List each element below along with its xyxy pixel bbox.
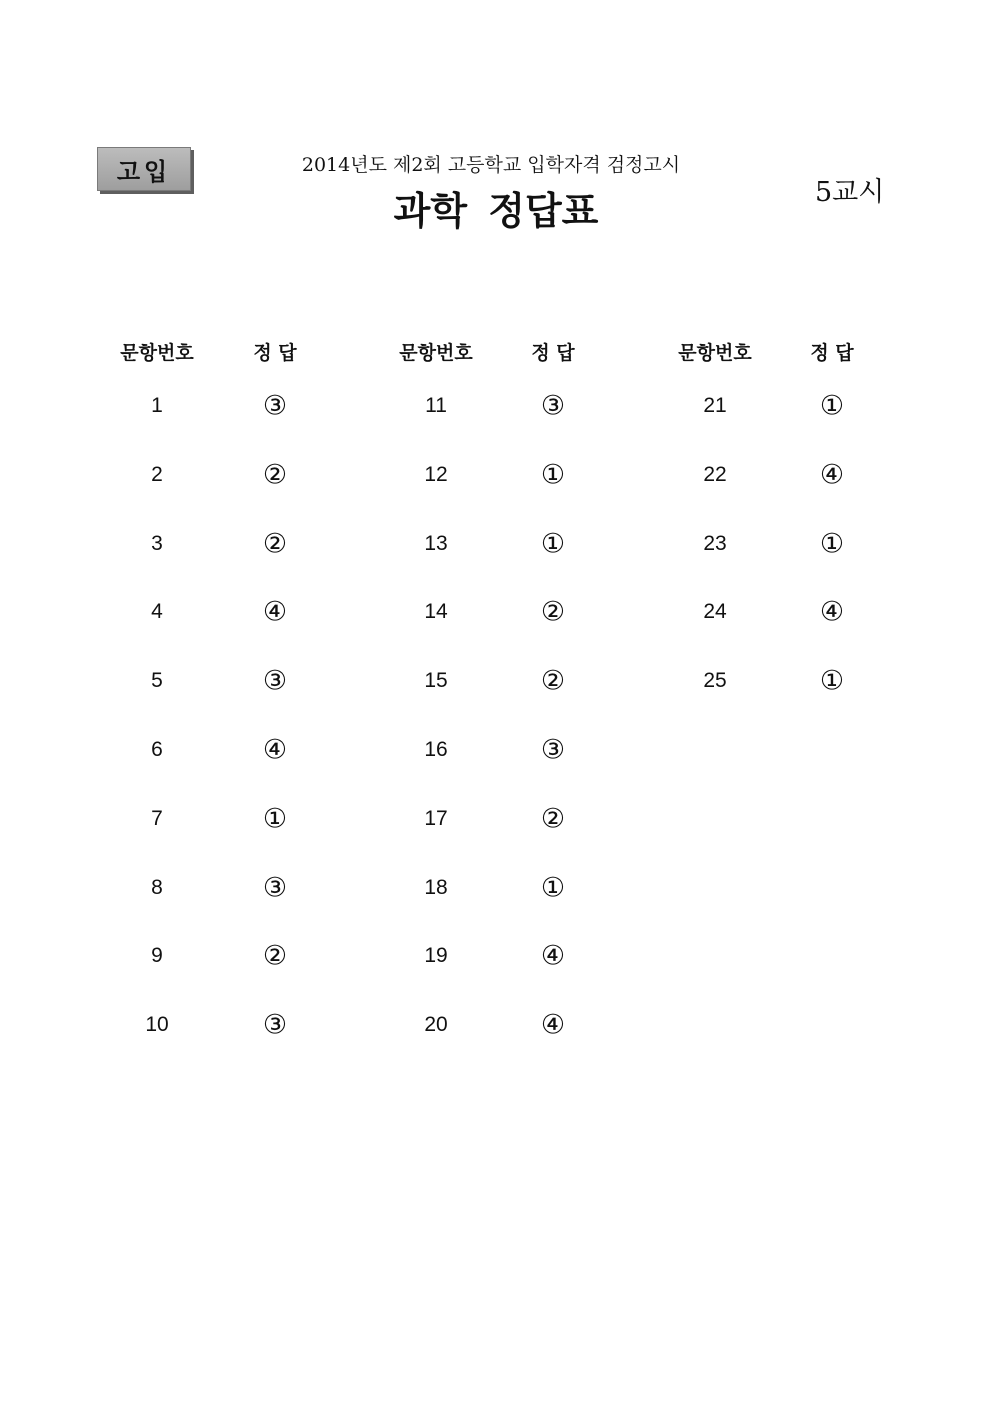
header-answer: 정 답	[253, 342, 297, 364]
answer-mark: ①	[819, 528, 845, 560]
question-number: 20	[424, 1013, 448, 1037]
answer-mark: ④	[262, 734, 288, 766]
answer-mark: ④	[540, 1009, 566, 1041]
answer-mark: ①	[540, 872, 566, 904]
answer-mark: ①	[262, 803, 288, 835]
answer-mark: ③	[262, 1009, 288, 1041]
question-number: 15	[424, 669, 448, 693]
question-number: 24	[703, 600, 727, 624]
header-answer: 정 답	[531, 342, 575, 364]
exam-period: 5교시	[815, 177, 885, 208]
answer-mark: ③	[262, 390, 288, 422]
header-question-number: 문항번호	[399, 342, 473, 364]
question-number: 4	[151, 600, 163, 624]
answer-mark: ②	[540, 665, 566, 697]
answer-mark: ②	[262, 459, 288, 491]
question-number: 1	[151, 394, 163, 417]
answer-mark: ④	[819, 596, 845, 628]
question-number: 23	[703, 531, 727, 555]
question-number: 16	[424, 738, 448, 761]
answer-mark: ②	[262, 940, 288, 972]
exam-subtitle: 2014년도 제2회 고등학교 입학자격 검정고시	[301, 154, 681, 176]
question-number: 19	[424, 944, 448, 968]
answer-mark: ④	[262, 596, 288, 628]
question-number: 12	[424, 462, 448, 486]
answer-mark: ②	[262, 528, 288, 560]
answer-mark: ③	[540, 734, 566, 766]
question-number: 25	[703, 669, 727, 693]
answer-mark: ①	[819, 665, 845, 697]
header-question-number: 문항번호	[120, 342, 194, 364]
question-number: 2	[151, 462, 163, 486]
answer-mark: ①	[540, 459, 566, 491]
question-number: 14	[424, 600, 448, 624]
question-number: 10	[145, 1013, 169, 1037]
question-number: 8	[151, 875, 163, 899]
answer-mark: ③	[262, 665, 288, 697]
question-number: 21	[703, 394, 727, 417]
question-number: 5	[151, 669, 163, 693]
answer-mark: ②	[540, 596, 566, 628]
answer-mark: ②	[540, 803, 566, 835]
answer-mark: ④	[819, 459, 845, 491]
header-question-number: 문항번호	[678, 342, 752, 364]
question-number: 7	[151, 806, 163, 830]
answer-mark: ③	[540, 390, 566, 422]
exam-type-badge: 고입	[97, 147, 191, 191]
answer-mark: ④	[540, 940, 566, 972]
question-number: 11	[425, 394, 447, 417]
page-title: 과학 정답표	[393, 189, 599, 233]
header-answer: 정 답	[810, 342, 854, 364]
question-number: 9	[151, 944, 163, 968]
question-number: 17	[424, 806, 448, 830]
question-number: 6	[151, 738, 163, 761]
answer-mark: ③	[262, 872, 288, 904]
answer-mark: ①	[819, 390, 845, 422]
question-number: 18	[424, 875, 448, 899]
question-number: 13	[424, 531, 448, 555]
question-number: 22	[703, 462, 727, 486]
question-number: 3	[151, 531, 163, 555]
answer-mark: ①	[540, 528, 566, 560]
